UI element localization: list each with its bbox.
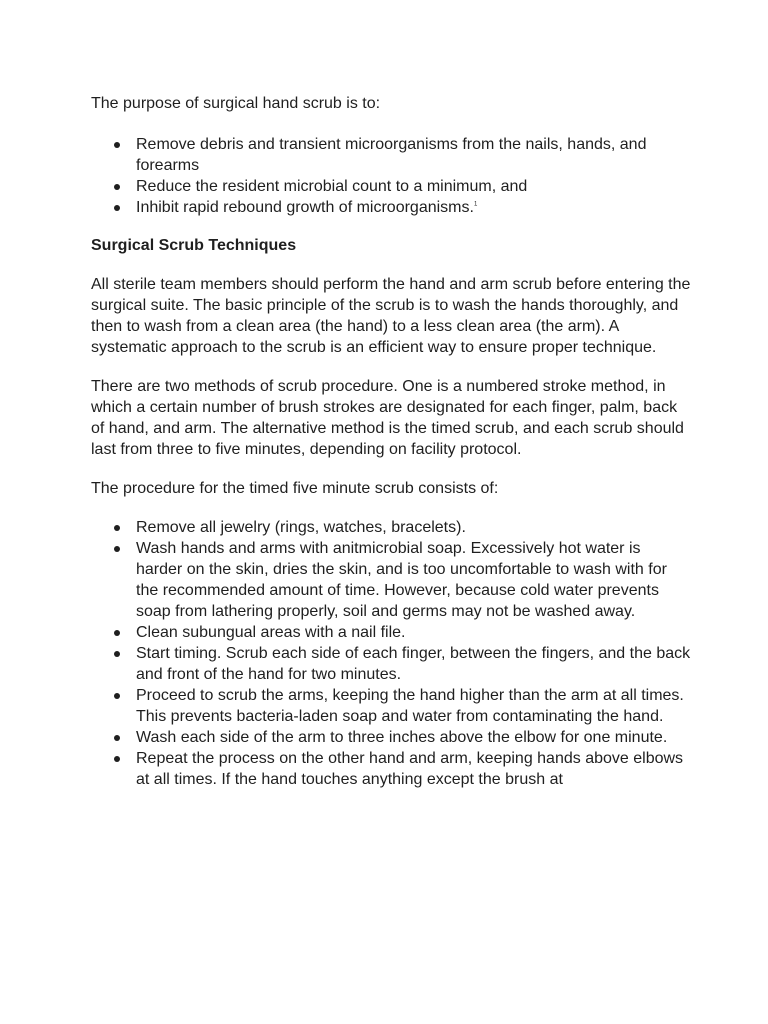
list-item: Reduce the resident microbial count to a minimum, and	[91, 176, 691, 197]
list-item: Remove all jewelry (rings, watches, bracelets).	[91, 517, 691, 538]
paragraph: All sterile team members should perform the hand and arm scrub before entering the surgical suite. The basic principle of the scrub is to wash the hands thoroughly, and then to wash from a clean area (the hand) to a less clean area (the arm). A systematic approach to the scrub is an efficient way to ensure proper technique.	[91, 276, 691, 356]
paragraph: There are two methods of scrub procedure. One is a numbered stroke method, in which a certain number of brush strokes are designated for each finger, palm, back of hand, and arm. The alternative method is the timed scrub, and each scrub should last from three to five minutes, depending on facility protocol.	[91, 378, 684, 458]
list-item: Repeat the process on the other hand and arm, keeping hands above elbows at all times. If the hand touches anything except the brush at	[91, 748, 691, 790]
section-heading: Surgical Scrub Techniques	[91, 237, 297, 254]
footnote-marker[interactable]: 1	[473, 201, 478, 208]
document-page	[91, 93, 691, 790]
list-item: Clean subungual areas with a nail file.	[91, 622, 691, 643]
list-item: Remove debris and transient microorganisms from the nails, hands, and forearms	[91, 134, 691, 176]
list-item	[91, 197, 691, 218]
procedure-list	[91, 517, 691, 790]
list-item: Wash each side of the arm to three inches above the elbow for one minute.	[91, 727, 691, 748]
purpose-list	[91, 134, 691, 218]
procedure-intro: The procedure for the timed five minute scrub consists of:	[91, 480, 499, 497]
list-item: Start timing. Scrub each side of each finger, between the fingers, and the back and front of the hand for two minutes.	[91, 643, 691, 685]
intro-text: The purpose of surgical hand scrub is to:	[91, 95, 381, 112]
list-item: Wash hands and arms with anitmicrobial soap. Excessively hot water is harder on the skin, dries the skin, and is too uncomfortable to wash with for the recommended amount of time. However, because cold water prevents soap from lathering properly, soil and germs may not be washed away.	[91, 538, 691, 622]
list-item-text: Inhibit rapid rebound growth of microorganisms.	[136, 199, 474, 216]
list-item: Proceed to scrub the arms, keeping the hand higher than the arm at all times. This prevents bacteria-laden soap and water from contaminating the hand.	[91, 685, 691, 727]
